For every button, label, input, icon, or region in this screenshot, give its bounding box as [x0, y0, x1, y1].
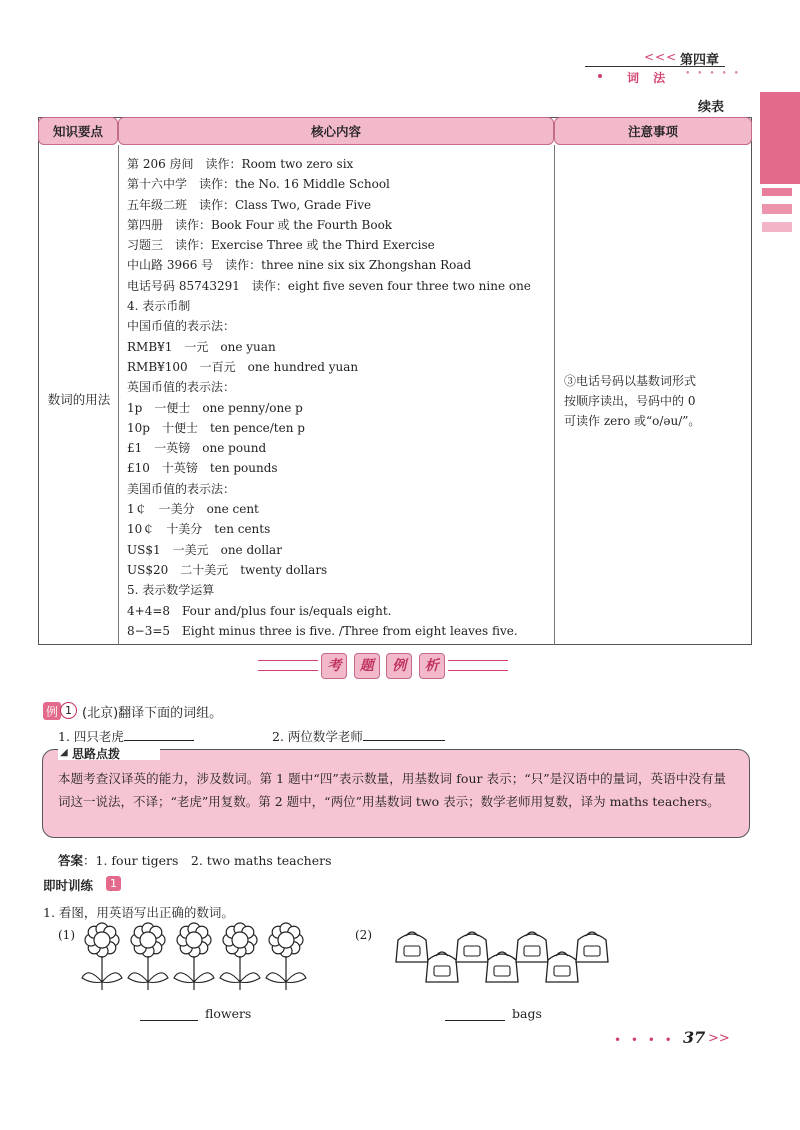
content-line: 10￠ 十美分 ten cents	[127, 522, 271, 537]
content-line: 英国币值的表示法：	[127, 380, 236, 395]
side-tab-stripe	[762, 204, 792, 214]
table-header-topic: 知识要点	[38, 117, 118, 145]
example-question-2	[272, 727, 445, 745]
answer-text: ：1. four tigers 2. two maths teachers	[83, 853, 332, 868]
question-text: 1. 四只老虎	[58, 729, 124, 744]
note-line: ③电话号码以基数词形式	[564, 374, 697, 388]
side-tab-stripe	[762, 188, 792, 196]
content-line: 4. 表示币制	[127, 299, 191, 314]
answer-blank-bags[interactable]	[445, 1020, 505, 1021]
content-line: 第四册 读作：Book Four 或 the Fourth Book	[127, 217, 393, 232]
content-line: 中山路 3966 号 读作：three nine six six Zhongshan Road	[127, 258, 472, 273]
bag-icon	[546, 952, 578, 982]
bag-icon	[456, 932, 488, 962]
answer-blank[interactable]	[363, 728, 445, 741]
header-rule	[585, 66, 725, 67]
bag-icon	[396, 932, 428, 962]
banner-char: 考	[321, 653, 347, 679]
banner-rule-right	[448, 660, 508, 671]
answer-label: 答案	[58, 853, 84, 868]
content-line: 五年级二班 读作：Class Two, Grade Five	[127, 197, 372, 212]
note-line: 按顺序读出，号码中的 0	[564, 394, 696, 408]
answer-blank-flowers[interactable]	[140, 1020, 198, 1021]
table-notes-cell	[564, 371, 748, 431]
content-line: 第 206 房间 读作：Room two zero six	[127, 157, 354, 171]
banner-char: 题	[354, 653, 380, 679]
content-line: 习题三 读作：Exercise Three 或 the Third Exercise	[127, 238, 435, 253]
content-line: 电话号码 85743291 读作：eight five seven four three two nine one	[127, 278, 531, 293]
continued-label: 续表	[698, 100, 725, 115]
footer-dots: • • • •	[614, 1033, 675, 1047]
flower-icon	[174, 923, 214, 990]
flowers-illustration	[80, 922, 320, 992]
pencil-icon: ◢	[60, 747, 68, 758]
table-header-content: 核心内容	[118, 117, 554, 145]
answer	[58, 851, 331, 869]
flower-icon	[220, 923, 260, 990]
tip-title: 思路点拨	[72, 747, 121, 761]
section-title: 词 法	[627, 71, 671, 85]
bag-icon	[426, 952, 458, 982]
content-line: 5. 表示数学运算	[127, 583, 215, 598]
content-line: £1 一英镑 one pound	[127, 441, 267, 456]
page-number: 37	[683, 1028, 706, 1047]
content-line: 8−3=5 Eight minus three is five. /Three from eight leaves five.	[127, 623, 518, 638]
header-bullet	[598, 74, 602, 78]
table-header-notes: 注意事项	[554, 117, 752, 145]
table-content-cell	[127, 154, 552, 641]
content-line: US$20 二十美元 twenty dollars	[127, 562, 328, 577]
banner-char: 析	[419, 653, 445, 679]
content-line: 第十六中学 读作：the No. 16 Middle School	[127, 177, 390, 192]
content-line: 1￠ 一美分 one cent	[127, 502, 259, 517]
side-tab	[760, 92, 800, 184]
practice-label: 即时训练	[43, 878, 94, 893]
flower-icon	[128, 923, 168, 990]
bags-word: bags	[512, 1006, 542, 1021]
banner-rule-left	[258, 660, 318, 671]
footer-arrows: >>	[708, 1031, 730, 1046]
example-title: (北京)翻译下面的词组。	[82, 706, 223, 721]
header-arrows: <<<	[644, 50, 678, 64]
flower-icon	[82, 923, 122, 990]
example-label: 例	[43, 702, 61, 720]
content-line: RMB¥1 一元 one yuan	[127, 339, 276, 354]
example-question-1	[58, 727, 194, 745]
practice-number: 1	[106, 876, 121, 891]
note-line: 可读作 zero 或“o/əu/”。	[564, 414, 701, 428]
practice-question: 1. 看图，用英语写出正确的数词。	[43, 905, 234, 920]
table-divider	[118, 145, 119, 645]
tip-text: 本题考查汉译英的能力，涉及数词。第 1 题中“四”表示数量，用基数词 four 表示；“只”是汉语中的量词，英语中没有量词这一说法，不译；“老虎”用复数。第 2 题中，“两位”用基数词 two 表示；数学老师用复数，译为 maths teachers。	[58, 771, 726, 809]
section-banner	[318, 653, 448, 679]
content-line: 4+4=8 Four and/plus four is/equals eight.	[127, 603, 392, 618]
flowers-word: flowers	[205, 1006, 252, 1021]
side-tab-stripe	[762, 222, 792, 232]
chapter-title: 第四章	[680, 53, 720, 68]
example-number: 1	[60, 702, 77, 719]
banner-char: 例	[386, 653, 412, 679]
content-line: 10p 十便士 ten pence/ten p	[127, 420, 305, 435]
part-2-label: (2)	[355, 928, 372, 942]
content-line: £10 十英镑 ten pounds	[127, 461, 278, 476]
content-line: 美国币值的表示法：	[127, 481, 236, 496]
table-divider	[554, 145, 555, 645]
content-line: 1p 一便士 one penny/one p	[127, 400, 303, 415]
table-topic-cell: 数词的用法	[47, 392, 111, 407]
content-line: RMB¥100 一百元 one hundred yuan	[127, 359, 359, 374]
flower-icon	[266, 923, 306, 990]
question-text: 2. 两位数学老师	[272, 729, 363, 744]
answer-blank[interactable]	[124, 728, 194, 741]
part-1-label: (1)	[58, 928, 75, 942]
bag-icon	[516, 932, 548, 962]
content-line: US$1 一美元 one dollar	[127, 542, 282, 557]
header-dots: • • • • •	[685, 69, 741, 79]
content-line: 中国币值的表示法：	[127, 319, 236, 334]
bag-icon	[486, 952, 518, 982]
bags-illustration	[382, 918, 622, 988]
bag-icon	[576, 932, 608, 962]
